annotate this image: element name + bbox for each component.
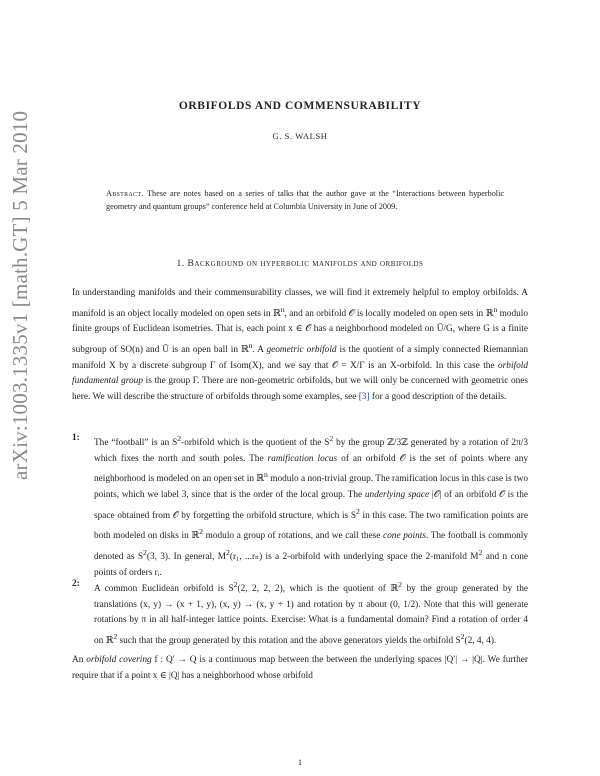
example-item-2: 2: A common Euclidean orbifold is $S^2(2$, 2, 2, 2), which is the quotient of ℝ$^2$ by the group generated by the translations (x, y) → (x + 1, y), (x, y) → (x, y + 1) and rotation by π about (0, 1/2). Note that this will generate rotations by π in all half-integer lattice points. Exercise: What is a fundamental domain? Find a rotation of order 4 on ℝ$^2$ such that the group generated by this rotation and the above generators yields the orbifold $S^2(2$, 4, 4). <box>72 579 528 646</box>
term-cone-points: cone points <box>383 531 426 542</box>
covering-paragraph: An orbifold covering f : Q′ → Q is a continuous map between the between the underlying spaces |Q′| → |Q|. We further require that if a point x ∈ |Q| has a neighborhood whose orbifold <box>72 655 529 681</box>
citation-link[interactable]: [3] <box>358 391 370 402</box>
example-item-1: 1: The “football” is an $S^2$-orbifold which is the quotient of the $S^2$ by the group ℤ/3ℤ generated by a rotation of 2π/3 which fixes the north and south poles. The ramification locus of an orbifold 𝒪 is the set of points where any neighborhood is modeled on an open set in ℝ$^n$ modulo a non-trivial group. The ramification locus in this case is two points, which we label 3, since that is the order of the local group. The underlying space |𝒪| of an orbifold 𝒪 is the space obtained from 𝒪 by forgetting the orbifold structure, which is $S^2$ in this case. The two ramification points are both modeled on disks in ℝ$^2$ modulo a group of rotations, and we call these cone points. The football is commonly denoted as $S^2(3$, 3). In general, $M^2(r_1$, ...rₙ) is a 2-orbifold with underlying space the 2-manifold $M^2$ and n cone points of orders rᵢ. <box>72 433 528 578</box>
example-number: 2: <box>72 579 80 589</box>
example-number: 1: <box>72 433 80 443</box>
intro-paragraph: In understanding manifolds and their commensurability classes, we will find it extremely helpful to employ orbifolds. A manifold is an object locally modeled on open sets in ℝ$^n$, and an orbifold 𝒪 is locally modeled on open sets in ℝ$^n$ modulo finite groups of Euclidean isometries. That is, each point x ∈ 𝒪 has a neighborhood modeled on Ũ/G, where G is a finite subgroup of SO(n) and Ũ is an open ball in ℝ$^n$. A geometric orbifold is the quotient of a simply connected Riemannian manifold X by a discrete subgroup Γ of Isom(X), and we say that 𝒪 = X/Γ is an X-orbifold. In this case the orbifold fundamental group is the group Γ. There are non-geometric orbifolds, but we will only be concerned with geometric ones here. We will describe the structure of orbifolds through some examples, see [3] for a good description of the details. <box>72 288 528 402</box>
abstract-text: These are notes based on a series of talks that the author gave at the “Interactions between hyperbolic geometry and quantum groups” conference held at Columbia University in June of 2009. <box>106 189 504 211</box>
paper-title: ORBIFOLDS AND COMMENSURABILITY <box>178 100 422 112</box>
term-orbifold-covering: orbifold covering <box>86 655 152 665</box>
section-heading: 1. Background on hyperbolic manifolds and orbifolds <box>176 259 424 269</box>
term-orbifold-fundamental-group: orbifold fundamental group <box>72 360 528 387</box>
arxiv-identifier-stamp[interactable]: arXiv:1003.1335v1 [math.GT] 5 Mar 2010 <box>8 110 32 480</box>
term-ramification-locus: ramification locus <box>267 453 338 464</box>
page-number: 1 <box>298 758 302 767</box>
abstract <box>106 188 504 213</box>
abstract-label: Abstract. <box>106 189 144 198</box>
term-geometric-orbifold: geometric orbifold <box>266 344 337 355</box>
term-underlying-space: underlying space <box>364 489 430 500</box>
paper-author: G. S. WALSH <box>272 131 328 141</box>
